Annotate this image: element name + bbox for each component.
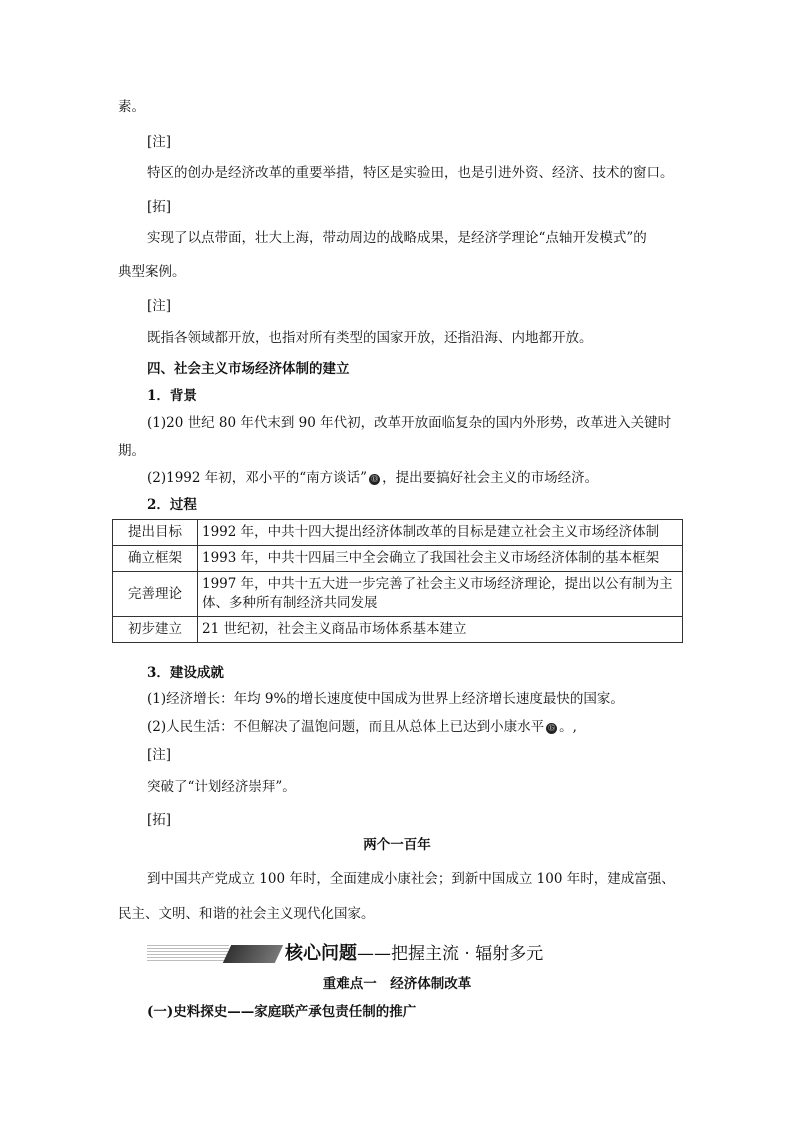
text-line: 期。 (118, 443, 145, 459)
banner-slab-decoration (223, 945, 283, 963)
subsection-title: 3．建设成就 (147, 665, 224, 681)
extension-text: 民主、文明、和谐的社会主义现代化国家。 (118, 906, 375, 922)
table-cell-text: 1997 年，中共十五大进一步完善了社会主义市场经济理论，提出以公有制为主体、多种所有制经济共同发展 (198, 572, 683, 617)
table-cell-label: 完善理论 (113, 572, 198, 617)
section-title: 四、社会主义市场经济体制的建立 (147, 361, 350, 377)
text-segment: ，提出要搞好社会主义的市场经济。 (382, 470, 599, 486)
banner-title (285, 942, 543, 966)
table-row (113, 546, 683, 572)
text-line (147, 718, 577, 736)
table-cell-text: 1992 年，中共十四大提出经济体制改革的目标是建立社会主义市场经济体制 (198, 520, 683, 546)
extension-tag: [拓] (147, 199, 172, 215)
note-text: 突破了“计划经济崇拜”。 (147, 779, 296, 795)
subsection-title: 1．背景 (147, 388, 197, 404)
table-row (113, 520, 683, 546)
note-tag: [注] (147, 747, 172, 763)
extension-text: 典型案例。 (118, 264, 186, 280)
text-line: (1)经济增长：年均 9%的增长速度使中国成为世界上经济增长速度最快的国家。 (147, 691, 624, 707)
footnote-marker-icon: ⑮ (548, 724, 556, 732)
text-segment: 。, (559, 719, 577, 735)
banner-title-rest: ——把握主流 · 辐射多元 (357, 944, 544, 964)
banner-hatch-decoration (147, 945, 229, 963)
text-line (147, 469, 598, 487)
note-text: 特区的创办是经济改革的重要举措，特区是实验田，也是引进外资、经济、技术的窗口。 (147, 165, 674, 181)
text-segment: (2)1992 年初，邓小平的“南方谈话” (147, 470, 368, 486)
extension-text: 实现了以点带面，壮大上海，带动周边的战略成果，是经济学理论“点轴开发模式”的 (147, 230, 647, 246)
process-table (112, 519, 683, 643)
note-tag: [注] (147, 134, 172, 150)
extension-heading: 两个一百年 (363, 837, 431, 853)
table-cell-label: 提出目标 (113, 520, 198, 546)
footnote-marker-icon: ⑬ (371, 475, 379, 483)
text-line: 素。 (118, 99, 145, 115)
table-cell-label: 初步建立 (113, 617, 198, 643)
table-cell-text: 21 世纪初，社会主义商品市场体系基本建立 (198, 617, 683, 643)
note-text: 既指各领域都开放，也指对所有类型的国家开放，还指沿海、内地都开放。 (147, 330, 593, 346)
table-cell-text: 1993 年，中共十四届三中全会确立了我国社会主义市场经济体制的基本框架 (198, 546, 683, 572)
extension-text: 到中国共产党成立 100 年时，全面建成小康社会；到新中国成立 100 年时，建成富强、 (147, 871, 675, 887)
extension-tag: [拓] (147, 812, 172, 828)
subsection-title: (一)史料探史——家庭联产承包责任制的推广 (147, 1004, 417, 1020)
section-banner (147, 942, 687, 966)
text-line: (1)20 世纪 80 年代末到 90 年代初，改革开放面临复杂的国内外形势，改革进入关键时 (147, 415, 672, 431)
table-cell-label: 确立框架 (113, 546, 198, 572)
table-row (113, 617, 683, 643)
table-row (113, 572, 683, 617)
text-segment: (2)人民生活：不但解决了温饱问题，而且从总体上已达到小康水平 (147, 719, 545, 735)
subsection-title: 2．过程 (147, 497, 197, 513)
key-point-title: 重难点一 经济体制改革 (322, 976, 472, 992)
banner-title-strong: 核心问题 (285, 943, 357, 964)
note-tag: [注] (147, 298, 172, 314)
